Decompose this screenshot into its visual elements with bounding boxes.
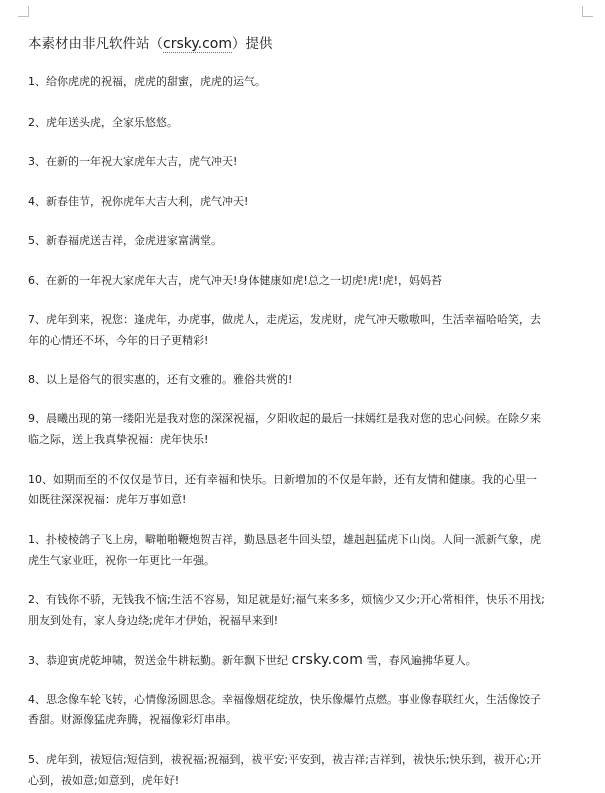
paragraph-line: 4、新春佳节，祝你虎年大吉大利，虎气冲天! [28,195,249,208]
paragraph-line: 7、虎年到来，祝您：逢虎年，办虎事，做虎人，走虎运，发虎财，虎气冲天嗷嗷叫，生活幸福哈哈笑，去 [28,313,541,326]
paragraph-line: 3、在新的一年祝大家虎年大吉，虎气冲天! [28,155,238,168]
inline-site-text: crsky.com [291,652,364,668]
paragraph-line: 8、以上是俗气的很实惠的，还有文雅的。雅俗共赏的! [28,373,293,386]
paragraph-line: 虎生气家业旺，祝你一年更比一年强。 [28,554,215,567]
title-site-link: crsky.com [163,36,232,52]
line-text: 3、恭迎寅虎乾坤啸，贺送金牛耕耘勤。新年飘下世纪 [28,654,292,667]
paragraph-line: 4、思念像车轮飞转，心情像汤圆思念。幸福像烟花绽放，快乐像爆竹点燃。事业像春联红火，生活像饺子 [28,693,541,706]
paragraph-line: 10、如期而至的不仅仅是节日，还有幸福和快乐。日新增加的不仅是年龄，还有友情和健康。我的心里一 [28,473,537,486]
paragraph-line: 2、虎年送头虎，全家乐悠悠。 [28,116,178,129]
page-margin-corner-top-left [18,6,29,17]
page-margin-corner-top-right [582,6,593,17]
paragraph-line: 5、新春福虎送吉祥，金虎进家富满堂。 [28,234,222,247]
paragraph-line: 9、晨曦出现的第一缕阳光是我对您的深深祝福，夕阳收起的最后一抹嫣红是我对您的忠心问候。在除夕来 [28,412,541,425]
paragraph-line: 香甜。财源像猛虎奔腾，祝福像彩灯串串。 [28,713,237,726]
paragraph-line: 临之际，送上我真挚祝福：虎年快乐! [28,433,209,446]
document-title [28,34,273,54]
paragraph-line: 年的心情还不坏，今年的日子更精彩! [28,334,209,347]
paragraph-line: 2、有钱你不骄，无钱我不恼;生活不容易，知足就是好;福气来多多，烦恼少又少;开心常相伴，快乐不用找; [28,593,545,606]
paragraph-line: 心到，祓如意;如意到，虎年好! [28,774,180,787]
paragraph-line: 5、虎年到，祓短信;短信到，祓祝福;祝福到，祓平安;平安到，祓吉祥;吉祥到，祓快乐;快乐到，祓开心;开 [28,753,542,766]
title-prefix: 本素材由非凡软件站（ [28,36,163,52]
line-text: 雪，春风遍拂华夏人。 [363,654,477,667]
paragraph-line: 如既往深深祝福：虎年万事如意! [28,493,187,506]
paragraph-line: 朋友到处有，家人身边绕;虎年才伊始，祝福早来到! [28,614,279,627]
paragraph-line: 1、给你虎虎的祝福，虎虎的甜蜜，虎虎的运气。 [28,75,266,88]
paragraph-line: 6、在新的一年祝大家虎年大吉，虎气冲天!身体健康如虎!总之一切虎!虎!虎!，妈妈苔 [28,274,443,287]
title-suffix: ）提供 [232,36,273,52]
paragraph-line-with-site [28,652,583,669]
paragraph-line: 1、扑棱棱鸽子飞上房，噼啪啪鞭炮贺吉祥，勤恳恳老牛回头望，雄赳赳猛虎下山岗。人间一派新气象，虎 [28,533,541,546]
